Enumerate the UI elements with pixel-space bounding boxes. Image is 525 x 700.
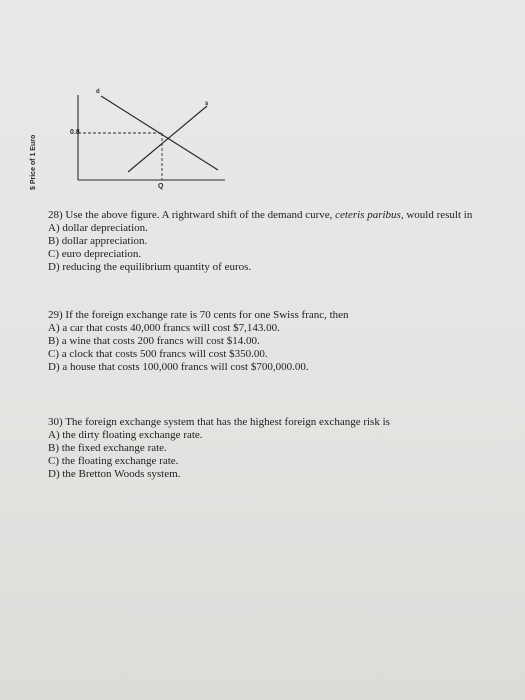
demand-label: d bbox=[96, 89, 100, 95]
answer-option-d: D) a house that costs 100,000 francs will cost $700,000.00. bbox=[48, 361, 309, 373]
answer-option-d: D) reducing the equilibrium quantity of euros. bbox=[48, 261, 252, 273]
supply-curve bbox=[128, 106, 207, 172]
question-28 bbox=[48, 209, 472, 274]
question-30 bbox=[48, 416, 390, 481]
supply-label: s bbox=[205, 101, 209, 107]
answer-option-c: C) the floating exchange rate. bbox=[48, 455, 179, 467]
quantity-tick-label: Q bbox=[158, 183, 164, 190]
answer-option-a: A) a car that costs 40,000 francs will cost $7,143.00. bbox=[48, 322, 280, 334]
answer-option-b: B) a wine that costs 200 francs will cost $14.00. bbox=[48, 335, 260, 347]
answer-option-a: A) dollar depreciation. bbox=[48, 222, 148, 234]
answer-option-a: A) the dirty floating exchange rate. bbox=[48, 429, 203, 441]
answer-option-d: D) the Bretton Woods system. bbox=[48, 468, 181, 480]
question-stem bbox=[48, 209, 472, 222]
answer-option-c: C) euro depreciation. bbox=[48, 248, 142, 260]
question-29 bbox=[48, 309, 349, 374]
question-stem: 30) The foreign exchange system that has the highest foreign exchange risk is bbox=[48, 416, 390, 428]
answer-option-b: B) the fixed exchange rate. bbox=[48, 442, 167, 454]
question-stem-end: , would result in bbox=[400, 209, 473, 221]
question-stem-italic: ceteris paribus bbox=[335, 209, 401, 221]
answer-option-b: B) dollar appreciation. bbox=[48, 235, 148, 247]
question-stem: 29) If the foreign exchange rate is 70 cents for one Swiss franc, then bbox=[48, 309, 349, 321]
question-stem-text: 28) Use the above figure. A rightward shift of the demand curve, bbox=[48, 209, 336, 221]
price-tick-label: 0.8 bbox=[70, 129, 80, 136]
answer-option-c: C) a clock that costs 500 francs will cost $350.00. bbox=[48, 348, 268, 360]
y-axis-label: $ Price of 1 Euro bbox=[30, 134, 37, 190]
